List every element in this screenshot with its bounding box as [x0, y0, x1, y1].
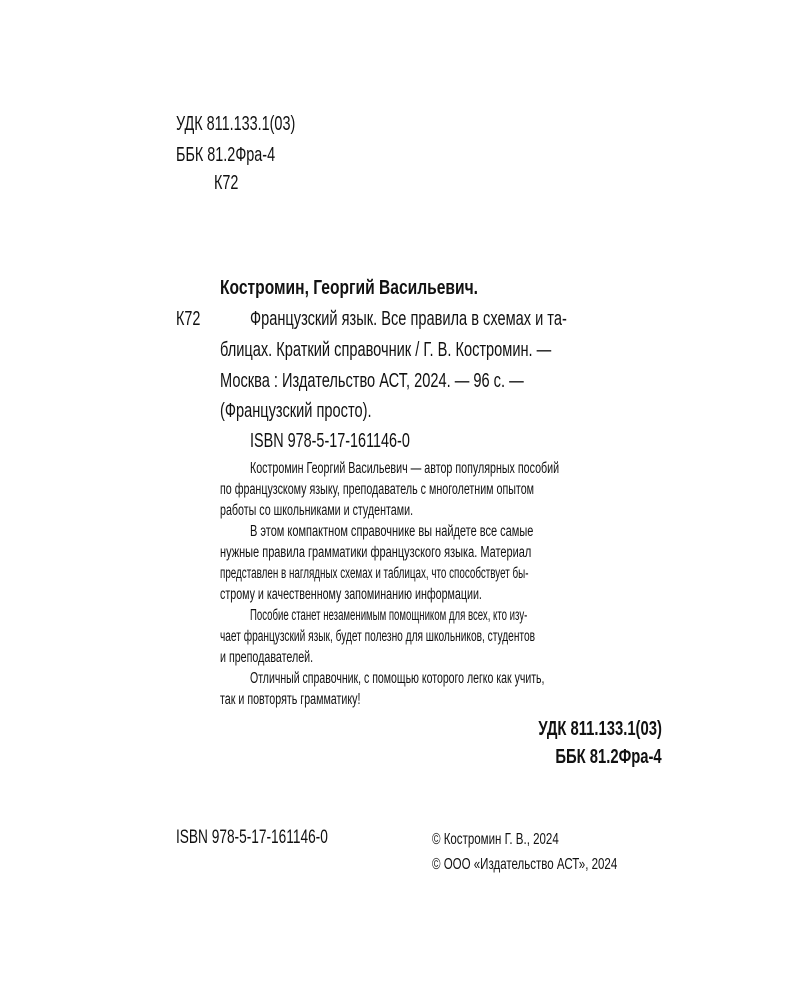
title-line-2: блицах. Краткий справочник / Г. В. Костромин. — [220, 339, 552, 361]
annotation-line-10: и преподавателей. [220, 649, 314, 666]
annotation-line-11: Отличный справочник, с помощью которого легко как учить, [250, 670, 545, 687]
title-line-4: (Французский просто). [220, 400, 372, 422]
annotation-line-7: строму и качественному запоминанию информации. [220, 586, 482, 603]
top-author-sign: К72 [214, 172, 239, 194]
annotation-line-3: работы со школьниками и студентами. [220, 502, 414, 519]
annotation-line-4: В этом компактном справочнике вы найдете все самые [250, 523, 534, 540]
annotation-line-1: Костромин Георгий Васильевич — автор популярных пособий [250, 460, 560, 477]
annotation-line-9: чает французский язык, будет полезно для школьников, студентов [220, 628, 536, 645]
bottom-bbk-code: ББК 81.2Фра-4 [555, 746, 662, 768]
bottom-udk-code: УДК 811.133.1(03) [538, 718, 662, 740]
left-author-sign: К72 [176, 308, 201, 330]
annotation-line-5: нужные правила грамматики французского языка. Материал [220, 544, 532, 561]
top-bbk-code: ББК 81.2Фра-4 [176, 144, 276, 166]
title-line-1: Французский язык. Все правила в схемах и та- [250, 308, 567, 330]
annotation-line-2: по французскому языку, преподаватель с многолетним опытом [220, 481, 535, 498]
annotation-line-8: Пособие станет незаменимым помощником для всех, кто изу- [250, 607, 528, 624]
publisher-copyright: © ООО «Издательство АСТ», 2024 [432, 856, 618, 873]
annotation-line-6: представлен в наглядных схемах и таблицах, что способствует бы- [220, 565, 529, 582]
author-heading: Костромин, Георгий Васильевич. [220, 277, 478, 299]
title-line-3: Москва : Издательство АСТ, 2024. — 96 с. — [220, 370, 524, 392]
entry-isbn: ISBN 978-5-17-161146-0 [250, 430, 410, 452]
author-copyright: © Костромин Г. В., 2024 [432, 831, 559, 848]
copyright-isbn: ISBN 978-5-17-161146-0 [176, 827, 328, 848]
top-udk-code: УДК 811.133.1(03) [176, 113, 296, 135]
annotation-line-12: так и повторять грамматику! [220, 691, 361, 708]
